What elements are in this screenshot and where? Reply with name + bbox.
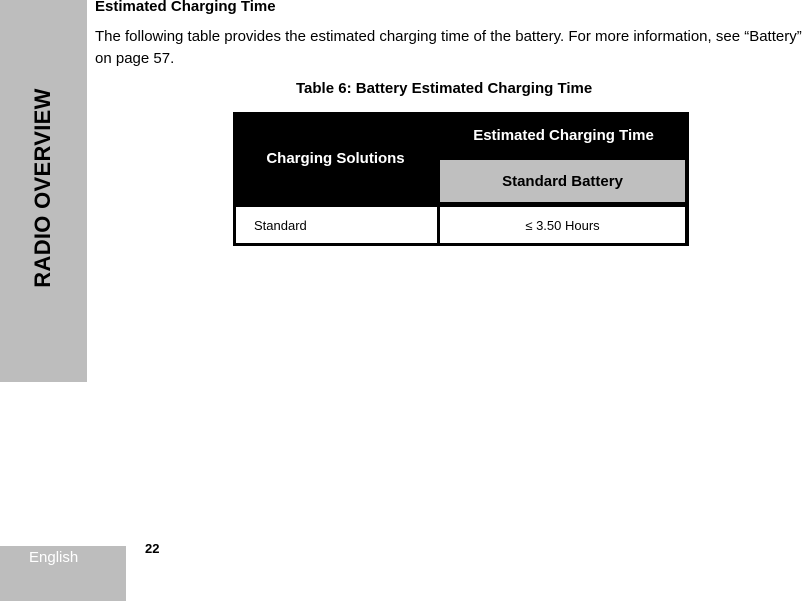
language-label: English (29, 549, 79, 566)
page-number: 22 (145, 541, 160, 556)
header-estimated-charging-time: Estimated Charging Time (473, 127, 654, 144)
table-caption: Table 6: Battery Estimated Charging Time (296, 80, 593, 97)
charging-time-table (233, 112, 689, 246)
table-cell-time: ≤ 3.50 Hours (440, 207, 685, 243)
table-cell-solution: Standard (236, 207, 437, 243)
section-heading: Estimated Charging Time (95, 0, 276, 15)
section-side-tab-label: RADIO OVERVIEW (30, 88, 55, 288)
intro-paragraph: The following table provides the estimated charging time of the battery. For more information, see “Battery” on page 57. (95, 28, 802, 67)
header-standard-battery: Standard Battery (440, 160, 685, 202)
header-charging-solutions: Charging Solutions (266, 150, 405, 167)
section-side-tab (0, 0, 87, 382)
